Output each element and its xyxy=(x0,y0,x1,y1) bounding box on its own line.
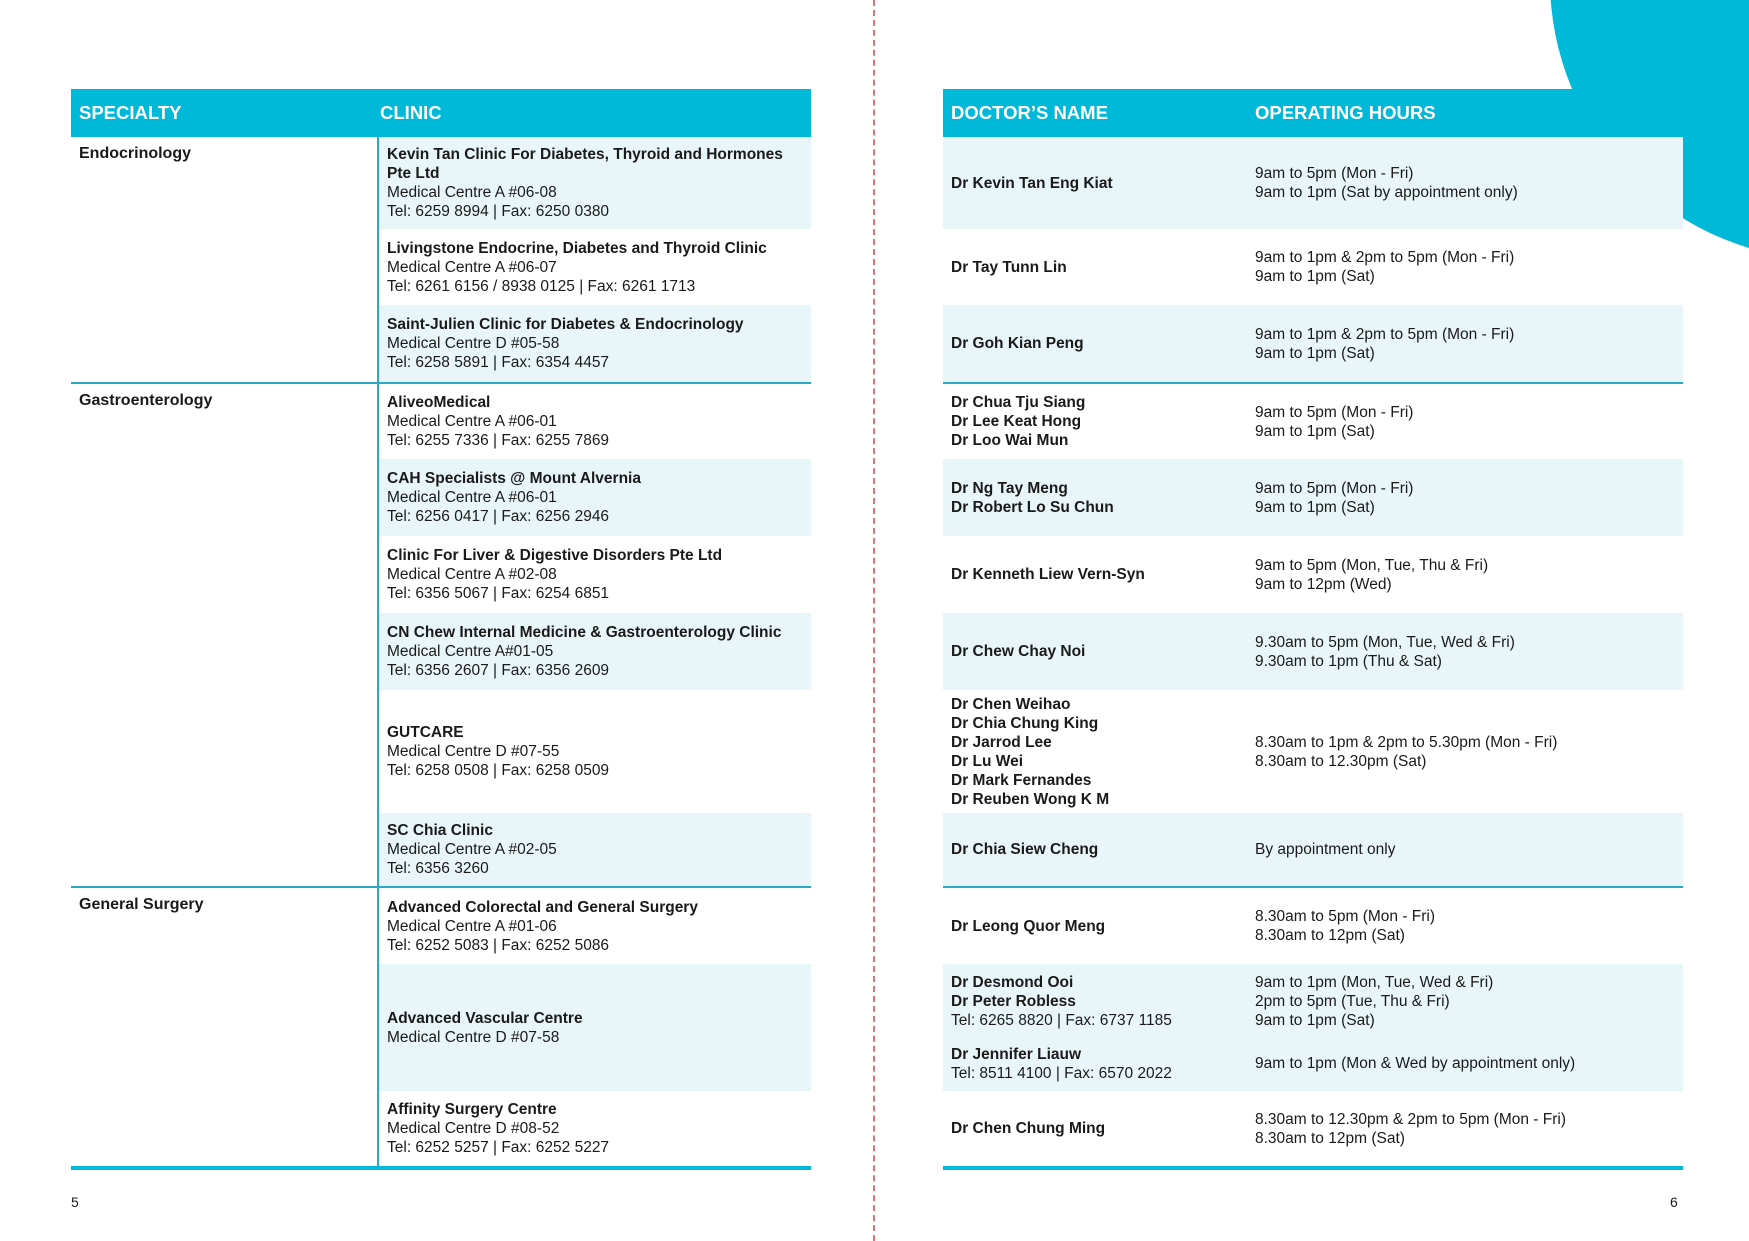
page-fold-line xyxy=(873,0,875,1241)
clinic-contact: Tel: 6261 6156 / 8938 0125 | Fax: 6261 1713 xyxy=(387,277,696,295)
doctor-name: Dr Chua Tju Siang xyxy=(951,394,1086,411)
doctor-table xyxy=(943,89,1683,1170)
clinic-location: Medical Centre A #06-01 xyxy=(387,413,557,430)
hours-line: 9am to 12pm (Wed) xyxy=(1255,575,1392,593)
hours-line: 8.30am to 12.30pm (Sat) xyxy=(1255,752,1427,770)
specialty-group-gastroenterology xyxy=(71,384,811,888)
doctor-name: Dr Chen Weihao xyxy=(951,695,1071,713)
doctor-row xyxy=(943,690,1683,813)
specialty-label: General Surgery xyxy=(71,888,379,1166)
hours-line: 9am to 5pm (Mon - Fri) xyxy=(1255,165,1414,182)
operating-hours xyxy=(1247,613,1683,690)
clinic-contact: Tel: 6356 5067 | Fax: 6254 6851 xyxy=(387,585,610,602)
clinic-name: SC Chia Clinic xyxy=(387,822,493,839)
clinic-row xyxy=(379,888,811,964)
doctor-name: Dr Chia Siew Cheng xyxy=(951,841,1099,858)
hours-line: 2pm to 5pm (Tue, Thu & Fri) xyxy=(1255,992,1450,1010)
clinic-row xyxy=(379,536,811,613)
doctor-contact: Tel: 8511 4100 | Fax: 6570 2022 xyxy=(951,1064,1172,1082)
doctor-names xyxy=(943,1045,1247,1083)
clinic-row xyxy=(379,613,811,690)
clinic-contact: Tel: 6256 0417 | Fax: 6256 2946 xyxy=(387,508,610,525)
clinic-location: Medical Centre A #06-01 xyxy=(387,489,557,506)
clinic-row xyxy=(379,690,811,813)
hours-line: 9am to 1pm (Mon, Tue, Wed & Fri) xyxy=(1255,973,1494,991)
doctor-names xyxy=(943,1091,1247,1166)
doctor-row xyxy=(943,459,1683,536)
doctor-name: Dr Jarrod Lee xyxy=(951,733,1052,751)
doctor-name: Dr Chen Chung Ming xyxy=(951,1120,1106,1137)
clinic-location: Medical Centre A #02-08 xyxy=(387,566,557,583)
clinic-contact: Tel: 6258 0508 | Fax: 6258 0509 xyxy=(387,762,610,779)
doctor-name: Dr Leong Quor Meng xyxy=(951,917,1106,935)
clinic-location: Medical Centre A #02-05 xyxy=(387,841,557,858)
doctor-names xyxy=(943,973,1247,1030)
clinic-row xyxy=(379,384,811,459)
doctor-row xyxy=(943,305,1683,382)
operating-hours xyxy=(1247,137,1683,229)
doctor-table-header xyxy=(943,89,1683,137)
operating-hours xyxy=(1247,888,1683,964)
clinic-name: Livingstone Endocrine, Diabetes and Thyroid Clinic xyxy=(387,239,767,257)
doctor-row xyxy=(943,1091,1683,1166)
clinic-table-header xyxy=(71,89,811,137)
hours-line: 9am to 1pm & 2pm to 5pm (Mon - Fri) xyxy=(1255,325,1515,343)
doctor-name: Dr Kevin Tan Eng Kiat xyxy=(951,174,1113,192)
doctor-name: Dr Ng Tay Meng xyxy=(951,479,1068,497)
doctor-names xyxy=(943,229,1247,305)
clinic-name: Advanced Colorectal and General Surgery xyxy=(387,898,698,916)
clinic-table-body xyxy=(71,137,811,1170)
doctor-names xyxy=(943,305,1247,382)
clinic-location: Medical Centre D #07-58 xyxy=(387,1028,560,1046)
header-specialty: SPECIALTY xyxy=(79,102,182,123)
hours-line: 9am to 1pm (Sat) xyxy=(1255,268,1375,285)
operating-hours xyxy=(1247,384,1683,459)
doctor-names xyxy=(943,888,1247,964)
hours-line: 9am to 5pm (Mon, Tue, Thu & Fri) xyxy=(1255,556,1489,574)
hours-line: 9am to 1pm (Mon & Wed by appointment only) xyxy=(1255,1055,1576,1072)
clinic-location: Medical Centre D #08-52 xyxy=(387,1120,560,1137)
clinic-row xyxy=(379,229,811,305)
clinic-name: Clinic For Liver & Digestive Disorders Pte Ltd xyxy=(387,547,723,564)
hours-line: 8.30am to 12pm (Sat) xyxy=(1255,1129,1405,1147)
header-operating-hours: OPERATING HOURS xyxy=(1255,102,1436,123)
doctor-names xyxy=(943,459,1247,536)
clinic-contact: Tel: 6255 7336 | Fax: 6255 7869 xyxy=(387,432,610,449)
operating-hours xyxy=(1247,1091,1683,1166)
clinic-contact: Tel: 6258 5891 | Fax: 6354 4457 xyxy=(387,354,610,371)
operating-hours xyxy=(1247,973,1683,1030)
clinic-contact: Tel: 6356 2607 | Fax: 6356 2609 xyxy=(387,662,610,679)
hours-line: 8.30am to 1pm & 2pm to 5.30pm (Mon - Fri) xyxy=(1255,733,1558,751)
clinic-row xyxy=(379,137,811,229)
hours-line: 8.30am to 12pm (Sat) xyxy=(1255,927,1405,944)
operating-hours xyxy=(1247,536,1683,613)
clinic-row xyxy=(379,459,811,536)
hours-line: 9am to 1pm (Sat) xyxy=(1255,1011,1375,1029)
doctor-row xyxy=(943,536,1683,613)
doctor-names xyxy=(943,137,1247,229)
hours-line: 9am to 1pm (Sat) xyxy=(1255,344,1375,362)
header-clinic: CLINIC xyxy=(380,102,442,123)
operating-hours xyxy=(1247,690,1683,813)
clinic-location: Medical Centre A #06-08 xyxy=(387,184,557,201)
operating-hours xyxy=(1247,459,1683,536)
doctor-name: Dr Robert Lo Su Chun xyxy=(951,498,1114,516)
clinic-contact: Tel: 6356 3260 xyxy=(387,860,489,877)
page-number-right: 6 xyxy=(1670,1194,1678,1210)
clinic-name: Advanced Vascular Centre xyxy=(387,1009,583,1027)
doctor-row xyxy=(943,229,1683,305)
clinic-location: Medical Centre D #07-55 xyxy=(387,743,560,760)
doctor-names xyxy=(943,690,1247,813)
doctor-name: Dr Chew Chay Noi xyxy=(951,643,1086,660)
doctor-name: Dr Desmond Ooi xyxy=(951,973,1074,991)
clinic-contact: Tel: 6252 5257 | Fax: 6252 5227 xyxy=(387,1139,610,1156)
operating-hours xyxy=(1247,229,1683,305)
clinic-contact: Tel: 6252 5083 | Fax: 6252 5086 xyxy=(387,936,610,954)
hours-line: 8.30am to 5pm (Mon - Fri) xyxy=(1255,908,1436,925)
doctor-row xyxy=(943,964,1683,1091)
specialty-label: Gastroenterology xyxy=(71,384,379,886)
hours-line: 9am to 1pm & 2pm to 5pm (Mon - Fri) xyxy=(1255,249,1515,266)
clinic-location: Medical Centre A #01-06 xyxy=(387,917,557,935)
hours-line: 9am to 5pm (Mon - Fri) xyxy=(1255,403,1414,421)
hours-line: 9am to 5pm (Mon - Fri) xyxy=(1255,479,1414,497)
specialty-group-endocrinology xyxy=(71,137,811,384)
clinic-location: Medical Centre A#01-05 xyxy=(387,643,554,660)
hours-line: 9.30am to 5pm (Mon, Tue, Wed & Fri) xyxy=(1255,633,1515,651)
hours-line: 8.30am to 12.30pm & 2pm to 5pm (Mon - Fri) xyxy=(1255,1110,1566,1128)
doctor-name: Dr Tay Tunn Lin xyxy=(951,258,1067,276)
doctor-names xyxy=(943,813,1247,886)
doctor-name: Dr Peter Robless xyxy=(951,992,1076,1010)
specialty-label: Endocrinology xyxy=(71,137,379,382)
clinic-row xyxy=(379,305,811,382)
operating-hours xyxy=(1247,305,1683,382)
clinic-name: Kevin Tan Clinic For Diabetes, Thyroid and Hormones Pte Ltd xyxy=(387,146,783,182)
doctor-name: Dr Reuben Wong K M xyxy=(951,790,1110,808)
doctor-name: Dr Mark Fernandes xyxy=(951,771,1092,789)
doctor-names xyxy=(943,613,1247,690)
doctor-group-gastroenterology xyxy=(943,384,1683,888)
doctor-name: Dr Loo Wai Mun xyxy=(951,432,1069,449)
doctor-names xyxy=(943,384,1247,459)
clinic-table xyxy=(71,89,811,1170)
operating-hours xyxy=(1247,813,1683,886)
doctor-contact: Tel: 6265 8820 | Fax: 6737 1185 xyxy=(951,1011,1172,1029)
doctor-names xyxy=(943,536,1247,613)
doctor-name: Dr Kenneth Liew Vern-Syn xyxy=(951,566,1145,583)
clinic-name: CN Chew Internal Medicine & Gastroenterology Clinic xyxy=(387,624,782,641)
doctor-row xyxy=(943,384,1683,459)
clinic-location: Medical Centre A #06-07 xyxy=(387,258,557,276)
doctor-row xyxy=(943,888,1683,964)
hours-line: By appointment only xyxy=(1255,841,1396,858)
clinic-name: Affinity Surgery Centre xyxy=(387,1101,557,1118)
hours-line: 9.30am to 1pm (Thu & Sat) xyxy=(1255,652,1442,670)
clinic-name: Saint-Julien Clinic for Diabetes & Endocrinology xyxy=(387,316,744,333)
doctor-name: Dr Goh Kian Peng xyxy=(951,335,1084,352)
hours-line: 9am to 1pm (Sat) xyxy=(1255,422,1375,440)
doctor-group-endocrinology xyxy=(943,137,1683,384)
header-doctor-name: DOCTOR’S NAME xyxy=(951,102,1108,123)
doctor-name: Dr Chia Chung King xyxy=(951,714,1099,732)
clinic-name: GUTCARE xyxy=(387,724,464,741)
clinic-name: AliveoMedical xyxy=(387,394,491,411)
clinic-location: Medical Centre D #05-58 xyxy=(387,335,560,352)
doctor-name: Dr Jennifer Liauw xyxy=(951,1045,1082,1063)
doctor-row xyxy=(943,137,1683,229)
operating-hours xyxy=(1247,1045,1683,1083)
doctor-row xyxy=(943,813,1683,886)
clinic-name: CAH Specialists @ Mount Alvernia xyxy=(387,470,641,487)
doctor-name: Dr Lu Wei xyxy=(951,752,1024,770)
clinic-row xyxy=(379,1091,811,1166)
specialty-group-general-surgery xyxy=(71,888,811,1166)
page-number-left: 5 xyxy=(71,1194,79,1210)
doctor-name: Dr Lee Keat Hong xyxy=(951,413,1082,430)
hours-line: 9am to 1pm (Sat by appointment only) xyxy=(1255,184,1518,201)
clinic-row xyxy=(379,964,811,1091)
doctor-row xyxy=(943,613,1683,690)
doctor-table-body xyxy=(943,137,1683,1170)
clinic-row xyxy=(379,813,811,886)
hours-line: 9am to 1pm (Sat) xyxy=(1255,498,1375,516)
clinic-contact: Tel: 6259 8994 | Fax: 6250 0380 xyxy=(387,203,610,220)
doctor-group-general-surgery xyxy=(943,888,1683,1166)
